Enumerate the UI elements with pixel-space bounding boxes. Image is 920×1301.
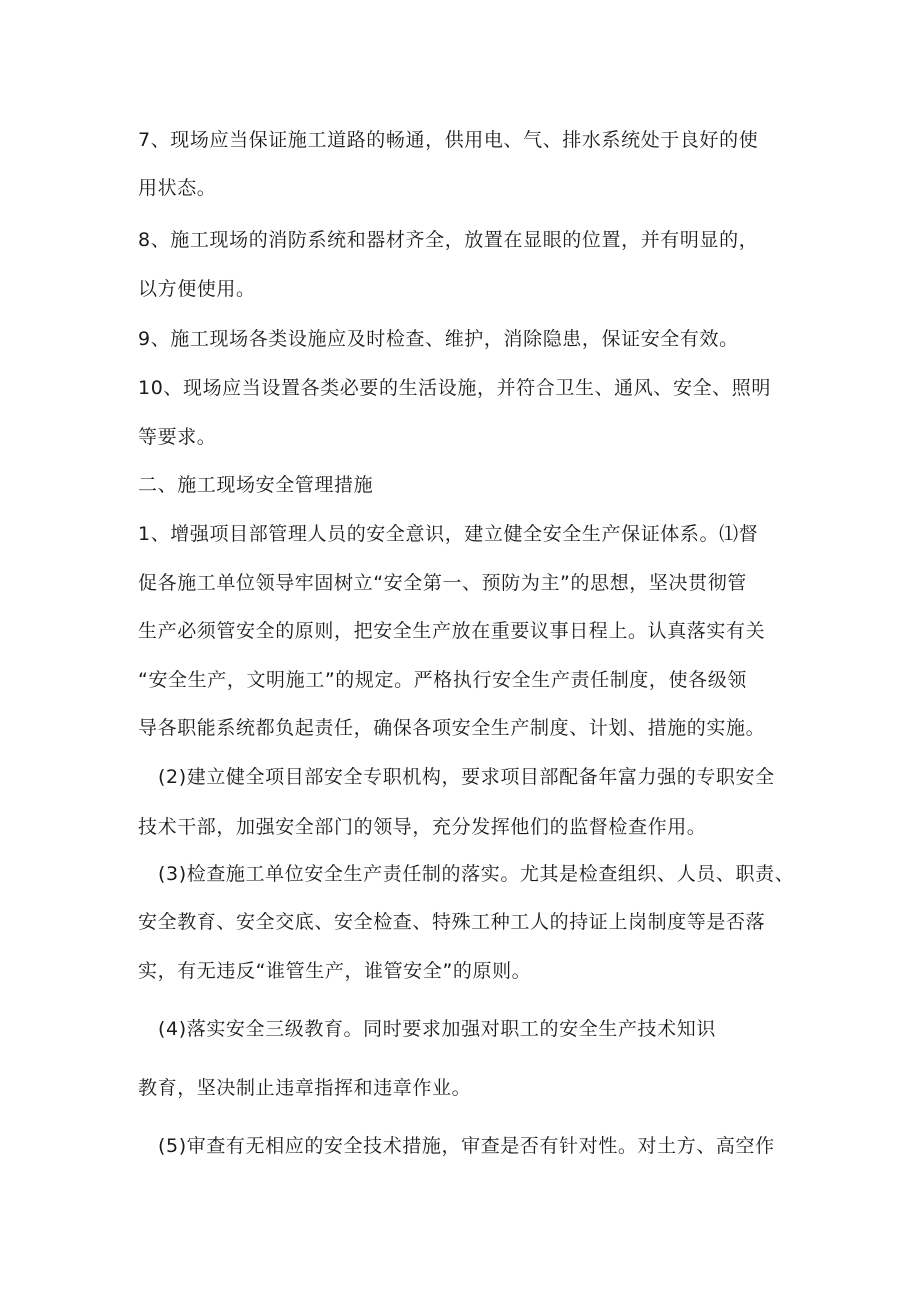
text-line: 实，有无违反“谁管生产，谁管安全”的原则。 <box>138 960 532 982</box>
text-line: 用状态。 <box>138 177 217 199</box>
text-line: 教育，坚决制止违章指挥和违章作业。 <box>138 1077 472 1099</box>
text-line: 10、现场应当设置各类必要的生活设施，并符合卫生、通风、安全、照明 <box>138 377 771 399</box>
text-line: (5)审查有无相应的安全技术措施，审查是否有针对性。对土方、高空作 <box>158 1135 775 1157</box>
text-line: 7、现场应当保证施工道路的畅通，供用电、气、排水系统处于良好的使 <box>138 129 759 151</box>
text-line: (4)落实安全三级教育。同时要求加强对职工的安全生产技术知识 <box>158 1018 716 1040</box>
text-line: (3)检查施工单位安全生产责任制的落实。尤其是检查组织、人员、职责、 <box>158 863 795 885</box>
text-line: 技术干部，加强安全部门的领导，充分发挥他们的监督检查作用。 <box>138 816 707 838</box>
text-line: 8、施工现场的消防系统和器材齐全，放置在显眼的位置，并有明显的， <box>138 229 759 251</box>
text-line: 等要求。 <box>138 426 217 448</box>
text-line: 9、施工现场各类设施应及时检查、维护，消除隐患，保证安全有效。 <box>138 328 739 350</box>
text-line: “安全生产，文明施工”的规定。严格执行安全生产责任制度，使各级领 <box>138 669 747 691</box>
text-line: 生产必须管安全的原则，把安全生产放在重要议事日程上。认真落实有关 <box>138 620 766 642</box>
section-heading: 二、施工现场安全管理措施 <box>138 474 374 496</box>
text-line: 导各职能系统都负起责任，确保各项安全生产制度、计划、措施的实施。 <box>138 717 766 739</box>
text-line: (2)建立健全项目部安全专职机构，要求项目部配备年富力强的专职安全 <box>158 766 775 788</box>
text-line: 促各施工单位领导牢固树立“安全第一、预防为主”的思想，坚决贯彻管 <box>138 572 747 594</box>
text-line: 安全教育、安全交底、安全检查、特殊工种工人的持证上岗制度等是否落 <box>138 911 766 933</box>
text-line: 1、增强项目部管理人员的安全意识，建立健全安全生产保证体系。⑴督 <box>138 523 759 545</box>
text-line: 以方便使用。 <box>138 278 256 300</box>
